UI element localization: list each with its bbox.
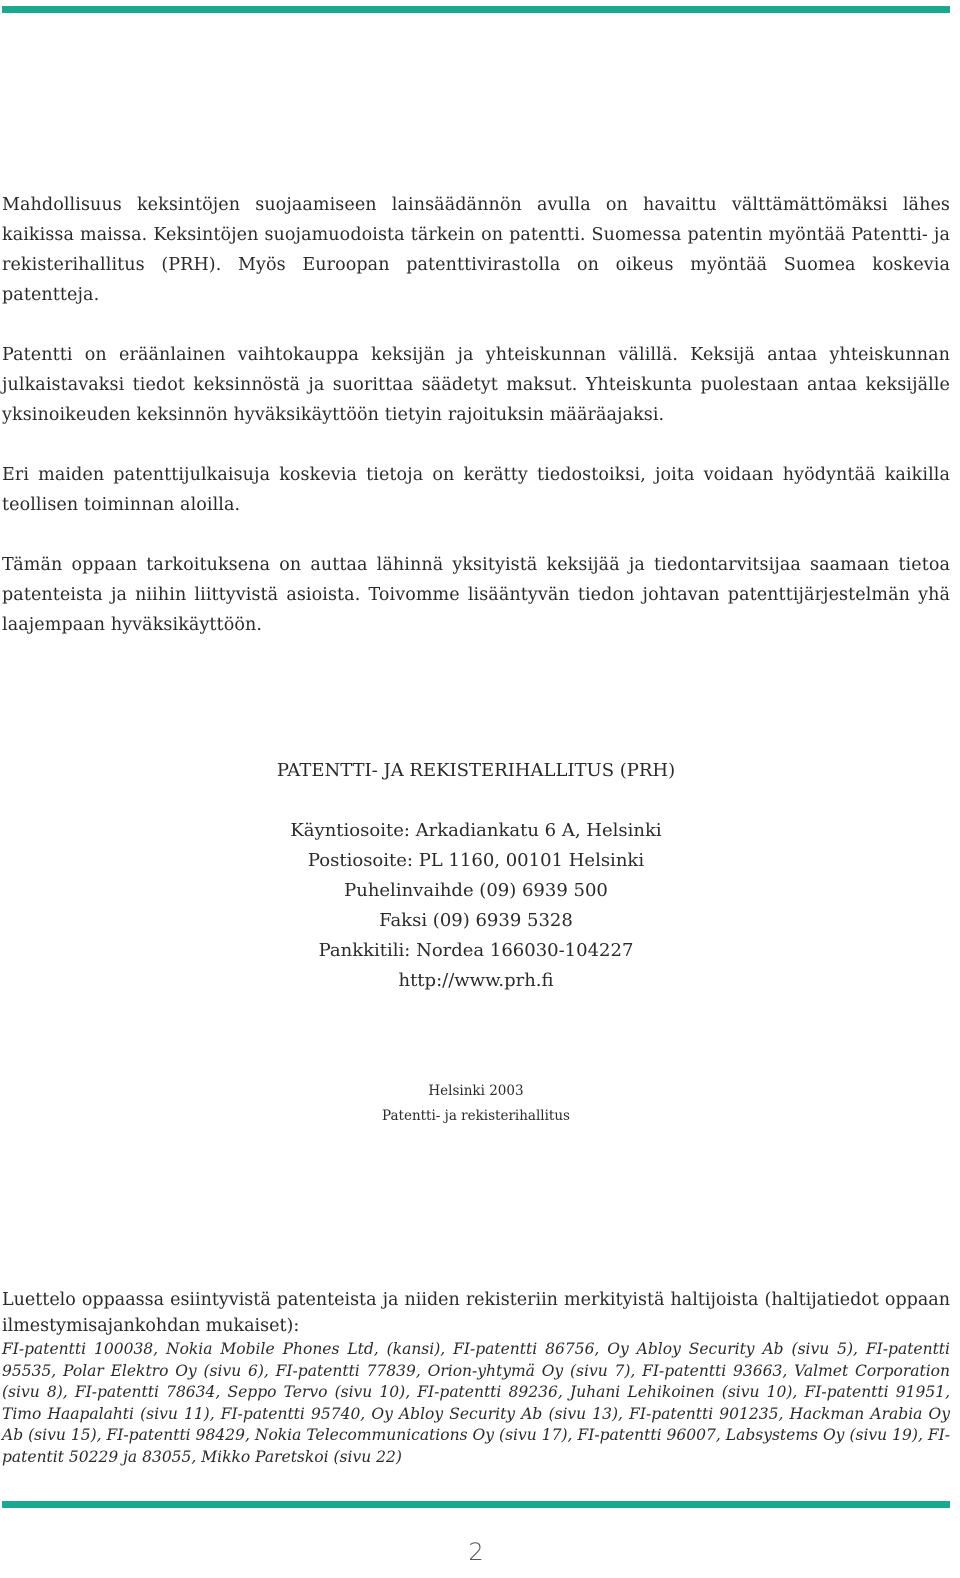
- fax-number: Faksi (09) 6939 5328: [379, 910, 573, 931]
- patent-list-items: FI-patentti 100038, Nokia Mobile Phones Ltd, (kansi), FI-patentti 86756, Oy Abloy Security Ab (sivu 5), FI-patentti 95535, Polar Elektro Oy (sivu 6), FI-patentti 77839, Orion-yhtymä Oy (sivu 7), FI-patentti 93663, Valmet Corporation (sivu 8), FI-patentti 78634, Seppo Tervo (sivu 10), FI-patentti 89236, Juhani Lehikoinen (sivu 10), FI-patentti 91951, Timo Haapalahti (sivu 11), FI-patentti 95740, Oy Abloy Security Ab (sivu 13), FI-patentti 901235, Hackman Arabia Oy Ab (sivu 15), FI-patentti 98429, Nokia Telecommunications Oy (sivu 17), FI-patentti 96007, Labsystems Oy (sivu 19), FI-patentit 50229 ja 83055, Mikko Paretskoi (sivu 22): [2, 1340, 950, 1466]
- organization-title: PATENTTI- JA REKISTERIHALLITUS (PRH): [276, 760, 676, 781]
- organization-contact-block: [0, 756, 952, 996]
- visiting-address: Käyntiosoite: Arkadiankatu 6 A, Helsinki: [290, 820, 662, 841]
- imprint-publisher: Patentti- ja rekisterihallitus: [382, 1108, 570, 1124]
- imprint-place-year: Helsinki 2003: [428, 1083, 524, 1099]
- phone-number: Puhelinvaihde (09) 6939 500: [344, 880, 608, 901]
- intro-paragraph: Mahdollisuus keksintöjen suojaamiseen lainsäädännön avulla on havaittu välttämättömäksi lähes kaikissa maissa. Keksintöjen suojamuodoista tärkein on patentti. Suomessa patentin myöntää Patentti- ja rekisterihallitus (PRH). Myös Euroopan patenttivirastolla on oikeus myöntää Suomea koskevia patentteja.: [2, 195, 950, 305]
- bank-account: Pankkitili: Nordea 166030-104227: [318, 940, 634, 961]
- page-number: 2: [468, 1538, 484, 1566]
- intro-paragraph: Patentti on eräänlainen vaihtokauppa keksijän ja yhteiskunnan välillä. Keksijä antaa yhteiskunnan julkaistavaksi tiedot keksinnöstä ja suorittaa säädetyt maksut. Yhteiskunta puolestaan antaa keksijälle yksinoikeuden keksinnön hyväksikäyttöön tietyin rajoituksin määräajaksi.: [2, 345, 950, 425]
- imprint-block: [0, 1079, 952, 1129]
- bottom-accent-rule: [2, 1501, 950, 1508]
- intro-text: [2, 190, 950, 670]
- top-accent-rule: [2, 6, 950, 13]
- website-url: http://www.prh.fi: [398, 970, 554, 991]
- postal-address: Postiosoite: PL 1160, 00101 Helsinki: [307, 850, 645, 871]
- patent-list-lead: Luettelo oppaassa esiintyvistä patenteista ja niiden rekisteriin merkityistä haltijoista (haltijatiedot oppaan ilmestymisajankohdan mukaiset):: [2, 1290, 950, 1336]
- intro-paragraph: Eri maiden patenttijulkaisuja koskevia tietoja on kerätty tiedostoiksi, joita voidaan hyödyntää kaikilla teollisen toiminnan aloilla.: [2, 465, 950, 515]
- patent-holders-list: [2, 1287, 950, 1469]
- intro-paragraph: Tämän oppaan tarkoituksena on auttaa lähinnä yksityistä keksijää ja tiedontarvitsijaa saamaan tietoa patenteista ja niihin liittyvistä asioista. Toivomme lisääntyvän tiedon johtavan patenttijärjestelmän yhä laajempaan hyväksikäyttöön.: [2, 555, 950, 635]
